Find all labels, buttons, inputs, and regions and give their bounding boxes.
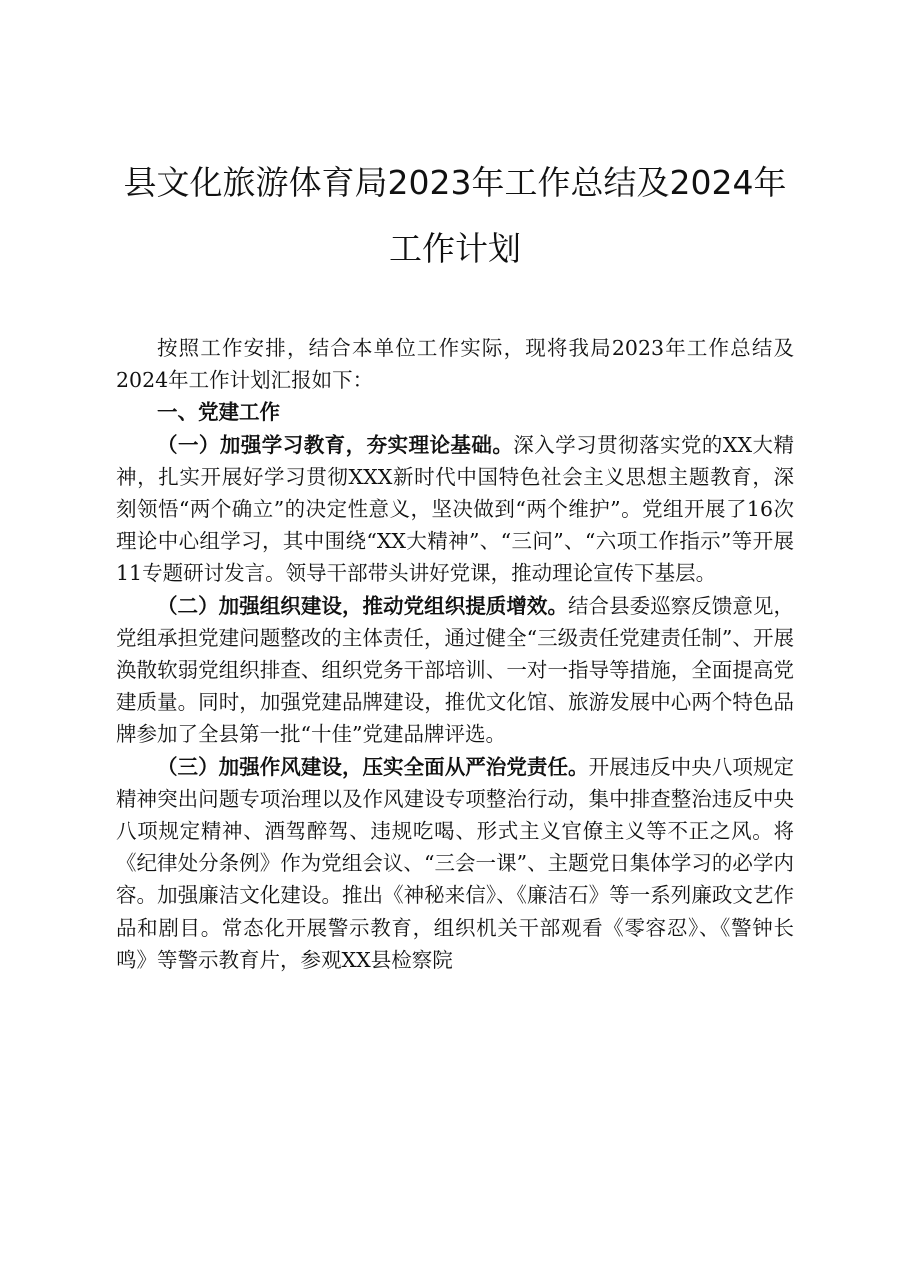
paragraph-style-building [116,751,794,976]
document-body [116,332,794,976]
paragraph-study-education [116,429,794,590]
paragraph-organization-building [116,590,794,751]
intro-paragraph: 按照工作安排，结合本单位工作实际，现将我局2023年工作总结及2024年工作计划汇报如下： [116,336,794,393]
paragraph-lead: （二）加强组织建设，推动党组织提质增效。 [157,593,568,618]
paragraph-text: 深入学习贯彻落实党的XX大精神，扎实开展好学习贯彻XXX新时代中国特色社会主义思想主题教育，深刻领悟“两个确立”的决定性意义，坚决做到“两个维护”。党组开展了16次理论中心组学习，其中围绕“XX大精神”、“三问”、“六项工作指示”等开展11专题研讨发言。领导干部带头讲好党课，推动理论宣传下基层。 [116,432,794,586]
section-heading-party-building: 一、党建工作 [157,400,280,425]
document-title: 县文化旅游体育局2023年工作总结及2024年工作计划 [123,163,787,268]
paragraph-lead: （三）加强作风建设，压实全面从严治党责任。 [157,754,589,779]
paragraph-text: 开展违反中央八项规定精神突出问题专项治理以及作风建设专项整治行动，集中排查整治违反中央八项规定精神、酒驾醉驾、违规吃喝、形式主义官僚主义等不正之风。将《纪律处分条例》作为党组会议、“三会一课”、主题党日集体学习的必学内容。加强廉洁文化建设。推出《神秘来信》、《廉洁石》等一系列廉政文艺作品和剧目。常态化开展警示教育，组织机关干部观看《零容忍》、《警钟长鸣》等警示教育片，参观XX县检察院 [116,754,795,972]
paragraph-lead: （一）加强学习教育，夯实理论基础。 [157,432,514,457]
paragraph-text: 结合县委巡察反馈意见，党组承担党建问题整改的主体责任，通过健全“三级责任党建责任制”、开展涣散软弱党组织排查、组织党务干部培训、一对一指导等措施，全面提高党建质量。同时，加强党建品牌建设，推优文化馆、旅游发展中心两个特色品牌参加了全县第一批“十佳”党建品牌评选。 [116,593,794,747]
